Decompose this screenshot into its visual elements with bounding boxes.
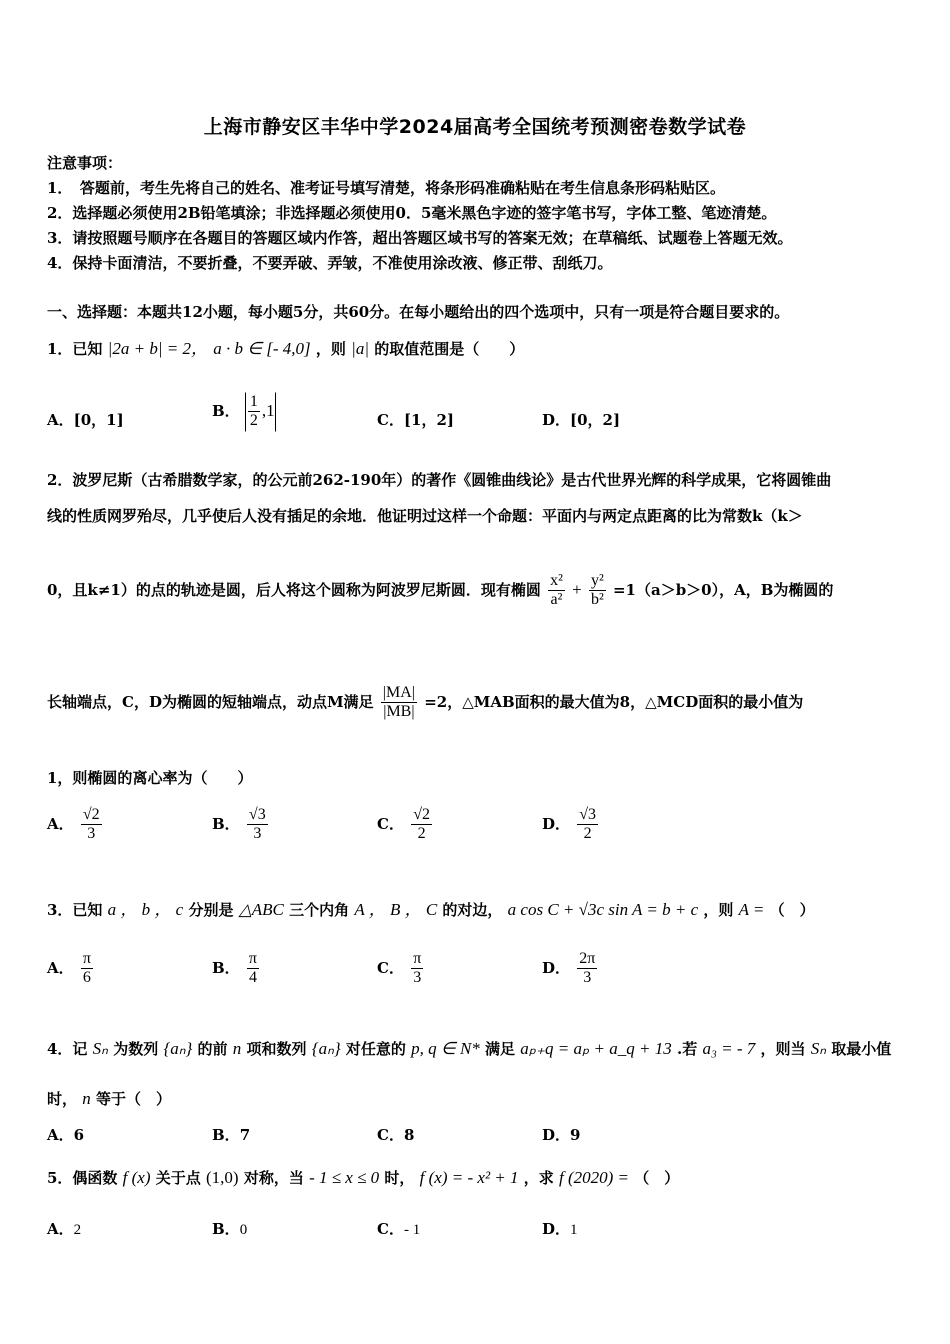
- q2-option-b[interactable]: [212, 806, 270, 844]
- q4-sequence: {aₙ}: [311, 1039, 341, 1058]
- frac-den: 2: [249, 412, 258, 430]
- question-4: [47, 1038, 891, 1059]
- frac-num: 2π: [577, 950, 597, 969]
- ellipse-x-den: a²: [550, 591, 563, 609]
- q4-recurrence: aₚ₊q = aₚ + a_q + 13: [520, 1039, 672, 1058]
- q4-text: 4．记: [47, 1040, 88, 1058]
- q5-range: - 1 ≤ x ≤ 0: [309, 1168, 380, 1187]
- option-value: [0，1]: [73, 411, 124, 429]
- q3-text: （ ）: [769, 901, 815, 919]
- ellipse-y-num: y²: [589, 572, 606, 591]
- q5-option-c[interactable]: [377, 1218, 420, 1239]
- q2-option-a[interactable]: [47, 806, 104, 844]
- option-value: 2: [73, 1222, 82, 1238]
- frac-num: √3: [247, 806, 268, 825]
- option-label: A．: [47, 1126, 74, 1144]
- q3-triangle: △ABC: [238, 900, 284, 919]
- q1-abs-a: |a|: [351, 339, 369, 358]
- option-label: D．: [542, 814, 571, 833]
- section-heading: 一、选择题：本题共12小题，每小题5分，共60分。在每小题给出的四个选项中，只有一项是符合题目要求的。: [47, 303, 790, 321]
- q3-option-c[interactable]: [377, 950, 425, 988]
- q4-n: n: [232, 1039, 242, 1058]
- notice-heading: 注意事项：: [47, 154, 123, 172]
- q2-text: 长轴端点，C，D为椭圆的短轴端点，动点M满足: [47, 692, 374, 711]
- option-label: C．: [377, 1220, 404, 1238]
- q5-text: （ ）: [634, 1169, 680, 1187]
- interval-bracket: [245, 392, 276, 432]
- ratio-den: |MB|: [383, 703, 415, 721]
- q3-ask: A =: [738, 900, 765, 919]
- option-value: 6: [73, 1126, 85, 1144]
- option-label: C．: [377, 814, 404, 833]
- q2-text: =1（a＞b＞0），A，B为椭圆的: [612, 580, 834, 599]
- q4-text: 时，: [47, 1090, 78, 1108]
- q4-text: 的前: [197, 1040, 228, 1058]
- q5-ask: f (2020) =: [559, 1168, 630, 1187]
- frac-num: π: [411, 950, 423, 969]
- q4-pq: p, q ∈ N*: [411, 1039, 480, 1058]
- option-label: A．: [47, 814, 74, 833]
- option-value: 7: [239, 1126, 251, 1144]
- option-label: D．: [542, 411, 571, 429]
- q2-option-d[interactable]: [542, 806, 600, 844]
- q5-text: 关于点: [155, 1169, 201, 1187]
- q2-line-5: 1，则椭圆的离心率为（ ）: [47, 769, 253, 787]
- option-label: D．: [542, 958, 571, 977]
- option-value: 1: [570, 1222, 578, 1238]
- option-value: [0，2]: [570, 411, 621, 429]
- notice-item: 4．保持卡面清洁，不要折叠，不要弄破、弄皱，不准使用涂改液、修正带、刮纸刀。: [47, 254, 613, 272]
- option-label: D．: [542, 1220, 571, 1238]
- q3-option-a[interactable]: [47, 950, 95, 988]
- q4-text: .若: [676, 1040, 698, 1058]
- q4-a3: a₃ = - 7: [702, 1039, 756, 1058]
- q3-option-d[interactable]: [542, 950, 599, 988]
- frac-den: 2: [583, 825, 592, 843]
- frac-num: π: [81, 950, 93, 969]
- frac-den: 4: [248, 969, 257, 987]
- ellipse-y-den: b²: [590, 591, 604, 609]
- frac-num: 1: [248, 393, 260, 412]
- q5-option-d[interactable]: [542, 1218, 578, 1239]
- q5-text: 对称，当: [243, 1169, 304, 1187]
- q2-text: =2，△MAB面积的最大值为8，△MCD面积的最小值为: [424, 692, 804, 711]
- option-label: A．: [47, 1220, 74, 1238]
- option-label: B．: [212, 401, 240, 420]
- q3-equation: a cos C + √3c sin A = b + c: [507, 900, 699, 919]
- option-label: D．: [542, 1126, 571, 1144]
- notice-item: 1． 答题前，考生先将自己的姓名、准考证号填写清楚，将条形码准确粘贴在考生信息条形码粘贴区。: [47, 179, 725, 197]
- question-3: [47, 895, 815, 920]
- q5-text: 时，: [384, 1169, 415, 1187]
- q4-option-c[interactable]: [377, 1124, 414, 1145]
- interval-tail: ,1: [261, 400, 275, 420]
- q4-n: n: [82, 1089, 91, 1108]
- q4-sn: Sₙ: [810, 1039, 826, 1058]
- q1-condition-1: |2a + b| = 2，: [107, 339, 208, 358]
- frac-den: 3: [583, 969, 592, 987]
- option-label: C．: [377, 1126, 404, 1144]
- q4-option-d[interactable]: [542, 1124, 580, 1145]
- q3-text: 3．已知: [47, 901, 103, 919]
- q3-text: 分别是: [188, 901, 234, 919]
- q4-text: ，则当: [760, 1040, 806, 1058]
- q5-text: ，求: [523, 1169, 554, 1187]
- q3-text: 三个内角: [289, 901, 350, 919]
- option-label: B．: [212, 814, 240, 833]
- q2-line-2: 线的性质网罗殆尽，几乎使后人没有插足的余地．他证明过这样一个命题：平面内与两定点距离的比为常数k（k＞: [47, 507, 803, 525]
- option-label: B．: [212, 1220, 240, 1238]
- frac-den: 3: [87, 825, 96, 843]
- q2-line-1: 2．波罗尼斯（古希腊数学家，的公元前262-190年）的著作《圆锥曲线论》是古代世界光辉的科学成果，它将圆锥曲: [47, 471, 832, 489]
- page-title: 上海市静安区丰华中学2024届高考全国统考预测密卷数学试卷: [203, 116, 747, 138]
- q3-angles: A ， B ， C: [354, 900, 438, 919]
- q5-text: 5．偶函数: [47, 1169, 118, 1187]
- q4-line-2: [47, 1088, 171, 1109]
- question-5: [47, 1167, 679, 1188]
- option-value: [1，2]: [403, 411, 455, 429]
- q3-text: ，则: [703, 901, 734, 919]
- q4-option-a[interactable]: [47, 1124, 84, 1145]
- q5-function: f (x): [122, 1168, 151, 1187]
- q4-text: 为数列: [113, 1040, 159, 1058]
- option-label: A．: [47, 958, 74, 977]
- q1-text: 1．已知: [47, 340, 103, 358]
- plus-sign: +: [572, 579, 582, 599]
- option-label: B．: [212, 958, 240, 977]
- q5-option-a[interactable]: [47, 1218, 81, 1239]
- q1-option-b[interactable]: [212, 392, 276, 432]
- notice-item: 3．请按照题号顺序在各题目的答题区域内作答，超出答题区域书写的答案无效；在草稿纸、试题卷上答题无效。: [47, 229, 793, 247]
- option-value: 8: [403, 1126, 415, 1144]
- q4-sequence: {aₙ}: [163, 1039, 193, 1058]
- option-value: 9: [570, 1126, 581, 1144]
- q1-option-a[interactable]: [47, 409, 124, 430]
- q5-point: (1,0): [206, 1168, 239, 1187]
- q1-text: ，则: [315, 340, 346, 358]
- frac-den: 6: [82, 969, 91, 987]
- option-label: B．: [212, 1126, 240, 1144]
- option-value: 0: [239, 1222, 248, 1238]
- frac-num: π: [247, 950, 259, 969]
- frac-num: √3: [577, 806, 598, 825]
- q1-text: 的取值范围是（ ）: [374, 340, 525, 358]
- q3-option-b[interactable]: [212, 950, 261, 988]
- frac-num: √2: [81, 806, 102, 825]
- q4-text: 等于（ ）: [95, 1090, 171, 1108]
- q4-sn: Sₙ: [92, 1039, 108, 1058]
- q2-line-3: [47, 572, 833, 610]
- q2-option-c[interactable]: [377, 806, 434, 844]
- notice-item: 2．选择题必须使用2B铅笔填涂；非选择题必须使用0．5毫米黑色字迹的签字笔书写，字体工整、笔迹清楚。: [47, 204, 777, 222]
- option-value: - 1: [403, 1222, 421, 1238]
- frac-den: 3: [253, 825, 262, 843]
- q3-sides: a ， b ， c: [107, 900, 184, 919]
- ratio-num: |MA|: [381, 684, 417, 703]
- q4-text: 项和数列: [246, 1040, 307, 1058]
- q1-condition-2: a · b ∈ [- 4,0]: [213, 339, 311, 358]
- q2-text: 0，且k≠1）的点的轨迹是圆，后人将这个圆称为阿波罗尼斯圆．现有椭圆: [47, 580, 541, 599]
- q4-text: 满足: [485, 1040, 516, 1058]
- q4-option-b[interactable]: [212, 1124, 250, 1145]
- question-1: [47, 334, 524, 359]
- frac-den: 3: [413, 969, 422, 987]
- q4-text: 取最小值: [831, 1040, 892, 1058]
- option-label: C．: [377, 958, 404, 977]
- q4-text: 对任意的: [345, 1040, 406, 1058]
- q1-option-c[interactable]: [377, 409, 454, 430]
- frac-den: 2: [417, 825, 426, 843]
- q2-line-4: [47, 684, 803, 722]
- q5-definition: f (x) = - x² + 1: [419, 1168, 519, 1187]
- option-label: C．: [377, 411, 404, 429]
- q3-text: 的对边，: [442, 901, 503, 919]
- q5-option-b[interactable]: [212, 1218, 247, 1239]
- q1-option-d[interactable]: [542, 409, 620, 430]
- option-label: A．: [47, 411, 74, 429]
- frac-num: √2: [411, 806, 432, 825]
- ellipse-x-num: x²: [548, 572, 565, 591]
